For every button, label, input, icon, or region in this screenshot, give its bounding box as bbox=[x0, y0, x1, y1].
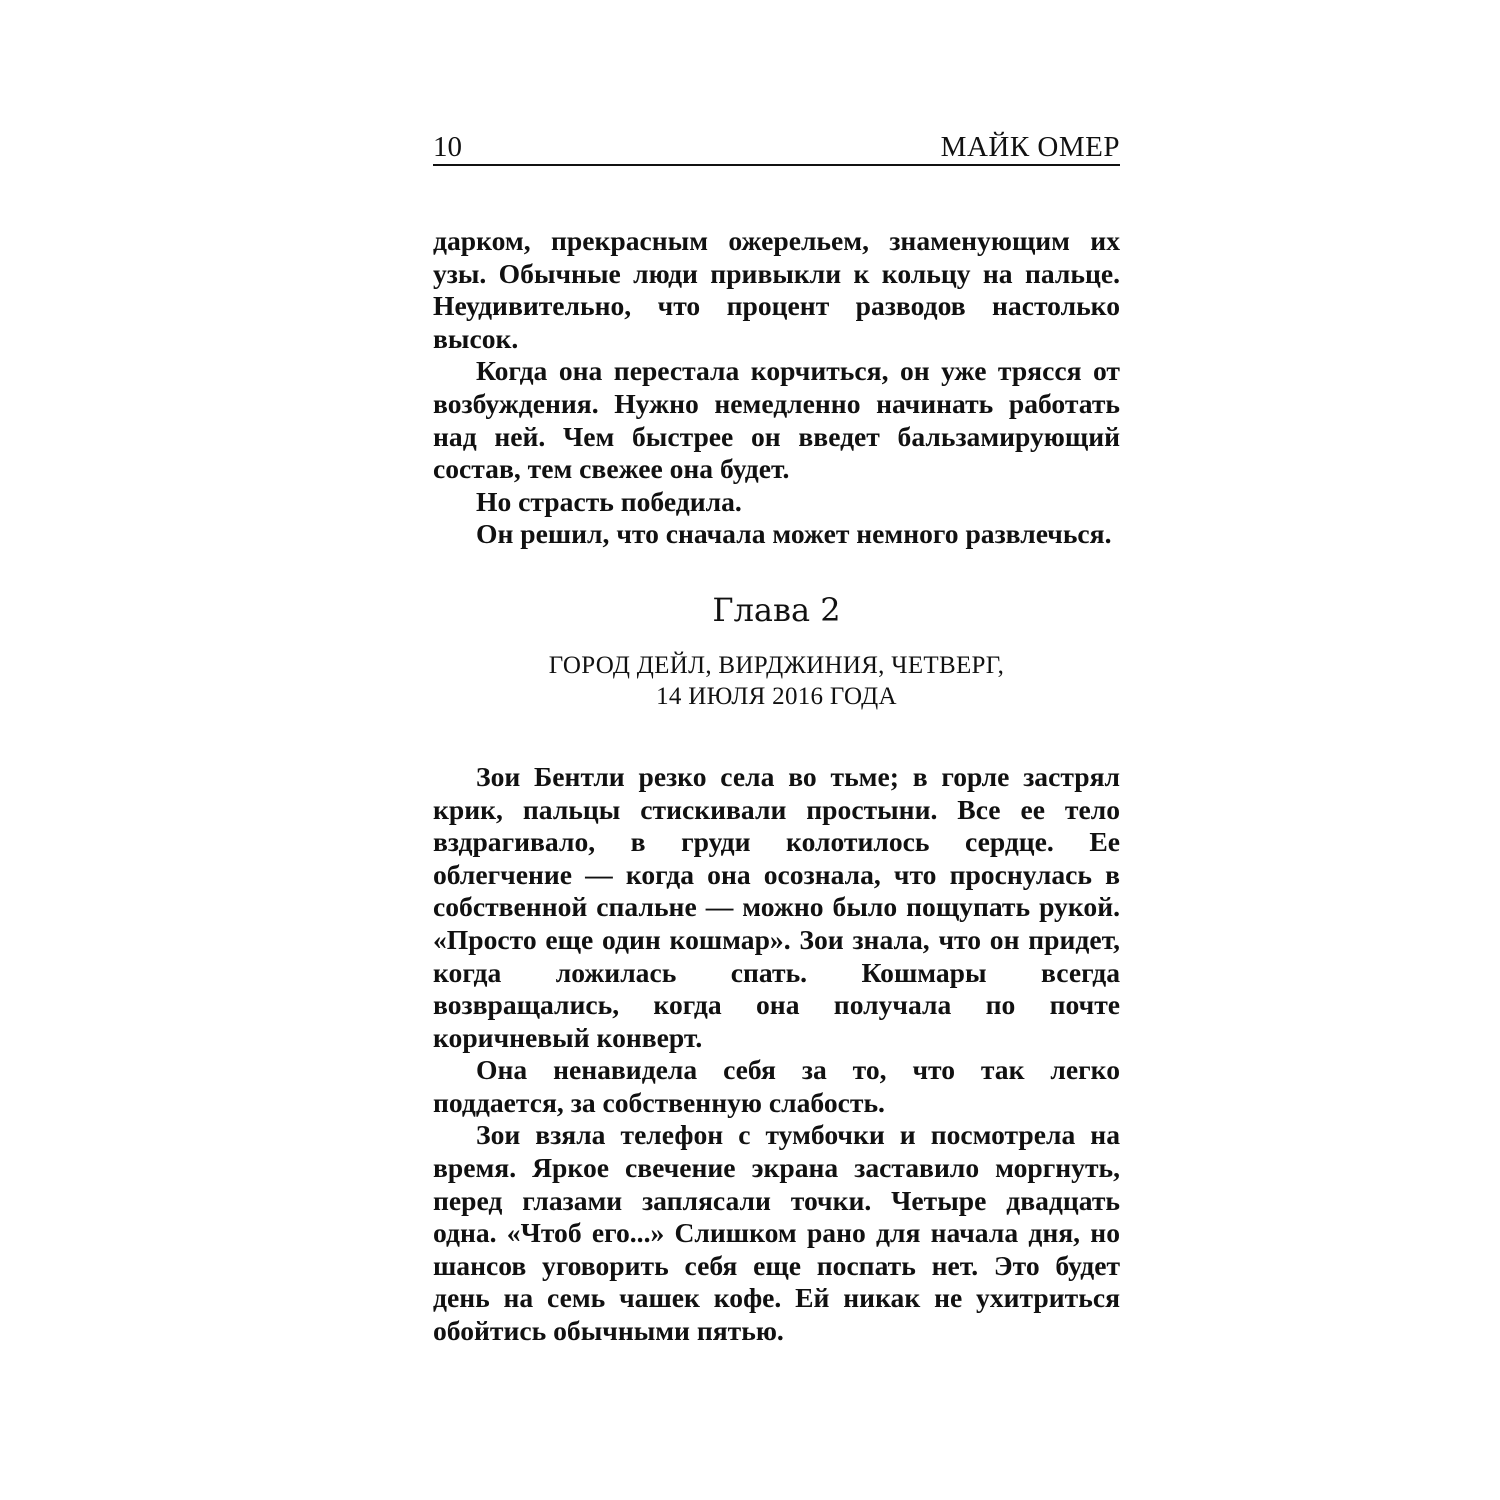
chapter-subtitle-line: 14 ИЮЛЯ 2016 ГОДА bbox=[656, 683, 897, 711]
text-block-before-chapter bbox=[433, 225, 1120, 551]
page-number: 10 bbox=[433, 131, 462, 163]
chapter-subtitle-line: ГОРОД ДЕЙЛ, ВИРДЖИНИЯ, ЧЕТВЕРГ, bbox=[548, 651, 1005, 679]
chapter-subtitle bbox=[433, 650, 1120, 713]
paragraph: Когда она перестала корчиться, он уже трясся от возбуждения. Нужно немедленно начинать работать над ней. Чем быстрее он введет бальзамирующий состав, тем свежее она будет. bbox=[433, 355, 1120, 485]
paragraph: Зои Бентли резко села во тьме; в горле застрял крик, пальцы стискивали простыни. Все ее тело вздрагивало, в груди колотилось сердце. Ее облегчение — когда она осознала, что проснулась в собственной спальне — можно было пощупать рукой. «Просто еще один кошмар». Зои знала, что он придет, когда ложилась спать. Кошмары всегда возвращались, когда она получала по почте коричневый конверт. bbox=[433, 760, 1120, 1053]
paragraph: Он решил, что сначала может немного развлечься. bbox=[476, 518, 1112, 550]
paragraph: Зои взяла телефон с тумбочки и посмотрела на время. Яркое свечение экрана заставило моргнуть, перед глазами заплясали точки. Четыре двадцать одна. «Чтоб его...» Слишком рано для начала дня, но шансов уговорить себя еще поспать нет. Это будет день на семь чашек кофе. Ей никак не ухитриться обойтись обычными пятью. bbox=[433, 1119, 1120, 1347]
paragraph: Но страсть победила. bbox=[476, 485, 742, 517]
running-head-author: МАЙК ОМЕР bbox=[940, 131, 1120, 163]
book-page bbox=[433, 128, 1120, 1388]
paragraph: дарком, прекрасным ожерельем, знаменующим их узы. Обычные люди привыкли к кольцу на пальце. Неудивительно, что процент разводов настолько высок. bbox=[433, 225, 1120, 354]
running-head bbox=[433, 128, 1120, 166]
text-block-after-chapter bbox=[433, 761, 1120, 1348]
paragraph: Она ненавидела себя за то, что так легко поддается, за собственную слабость. bbox=[433, 1054, 1120, 1118]
chapter-title: Глава 2 bbox=[712, 590, 841, 629]
